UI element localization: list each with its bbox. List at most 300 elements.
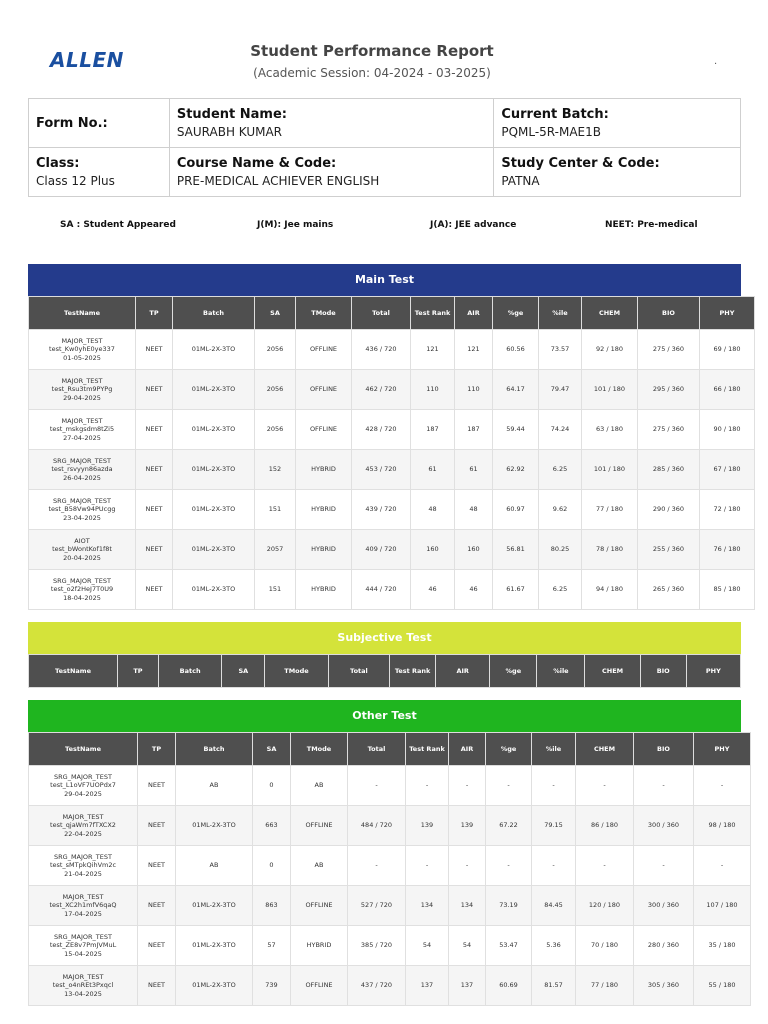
cell-tp: NEET	[138, 766, 176, 806]
column-header-phy: PHY	[700, 297, 755, 330]
cell-bio: 300 / 360	[634, 806, 694, 846]
test-id: test_mskgsdm8tZi5	[49, 425, 115, 434]
other-test-header-row	[29, 733, 751, 766]
test-id: test_L1oVF7UOPdx7	[50, 781, 116, 790]
cell-bio: 285 / 360	[638, 450, 700, 490]
test-date: 21-04-2025	[64, 869, 102, 878]
cell-ge: 73.19	[486, 886, 532, 926]
cell-batch: 01ML-2X-3TO	[173, 490, 255, 530]
cell-ile: 79.47	[539, 370, 582, 410]
cell-phy: 35 / 180	[694, 926, 751, 966]
report-title: Student Performance Report	[250, 42, 494, 60]
cell-batch: 01ML-2X-3TO	[176, 886, 253, 926]
column-header-sa: SA	[253, 733, 291, 766]
test-type: SRG_MAJOR_TEST	[54, 852, 112, 861]
cell-tmode: HYBRID	[296, 570, 352, 610]
cell-chem: 77 / 180	[576, 966, 634, 1006]
test-type: MAJOR_TEST	[61, 416, 103, 425]
cell-ile: 5.36	[532, 926, 576, 966]
test-type: SRG_MAJOR_TEST	[53, 496, 111, 505]
column-header-ile: %ile	[532, 733, 576, 766]
other-test-section	[28, 700, 741, 1006]
cell-batch: 01ML-2X-3TO	[173, 330, 255, 370]
cell-chem: 77 / 180	[582, 490, 638, 530]
column-header-bio: BIO	[640, 655, 686, 688]
cell-phy: 98 / 180	[694, 806, 751, 846]
cell-ge: 60.69	[486, 966, 532, 1006]
table-row	[29, 490, 755, 530]
test-name-cell	[29, 450, 136, 490]
test-date: 01-05-2025	[63, 353, 101, 362]
column-header-total: Total	[328, 655, 389, 688]
column-header-ge: %ge	[490, 655, 537, 688]
test-date: 29-04-2025	[63, 393, 101, 402]
column-header-batch: Batch	[158, 655, 221, 688]
test-name-cell	[29, 766, 138, 806]
cell-ile: 6.25	[539, 450, 582, 490]
cell-tmode: OFFLINE	[291, 966, 348, 1006]
cell-air: 54	[449, 926, 486, 966]
cell-tmode: HYBRID	[296, 530, 352, 570]
column-header-test-rank: Test Rank	[411, 297, 455, 330]
cell-test-rank: 54	[406, 926, 449, 966]
table-row	[29, 806, 751, 846]
cell-ge: 53.47	[486, 926, 532, 966]
cell-bio: 255 / 360	[638, 530, 700, 570]
column-header-batch: Batch	[173, 297, 255, 330]
column-header-phy: PHY	[694, 733, 751, 766]
cell-bio: 295 / 360	[638, 370, 700, 410]
column-header-tp: TP	[138, 733, 176, 766]
cell-chem: 92 / 180	[582, 330, 638, 370]
table-row	[29, 766, 751, 806]
table-row	[29, 530, 755, 570]
column-header-ile: %ile	[537, 655, 585, 688]
cell-ge: 60.97	[493, 490, 539, 530]
cell-sa: 151	[255, 570, 296, 610]
column-header-sa: SA	[222, 655, 265, 688]
other-test-body	[29, 766, 751, 1006]
cell-ile: 80.25	[539, 530, 582, 570]
student-info-table	[28, 98, 741, 197]
cell-chem: 94 / 180	[582, 570, 638, 610]
cell-ile: 73.57	[539, 330, 582, 370]
other-test-table	[28, 732, 751, 1006]
test-type: MAJOR_TEST	[62, 892, 104, 901]
cell-chem: 63 / 180	[582, 410, 638, 450]
cell-phy: 76 / 180	[700, 530, 755, 570]
cell-bio: 305 / 360	[634, 966, 694, 1006]
cell-air: 121	[455, 330, 493, 370]
cell-tmode: HYBRID	[291, 926, 348, 966]
cell-sa: 152	[255, 450, 296, 490]
current-batch-value: PQML-5R-MAE1B	[501, 125, 601, 139]
cell-ge: 56.81	[493, 530, 539, 570]
cell-sa: 2056	[255, 410, 296, 450]
cell-bio: 265 / 360	[638, 570, 700, 610]
column-header-testname: TestName	[29, 655, 118, 688]
cell-air: 48	[455, 490, 493, 530]
test-type: MAJOR_TEST	[62, 972, 104, 981]
test-name-cell	[29, 490, 136, 530]
cell-ile: 6.25	[539, 570, 582, 610]
test-name-cell	[29, 886, 138, 926]
cell-ge: 59.44	[493, 410, 539, 450]
cell-test-rank: 134	[406, 886, 449, 926]
cell-test-rank: 139	[406, 806, 449, 846]
test-date: 17-04-2025	[64, 909, 102, 918]
cell-test-rank: -	[406, 766, 449, 806]
test-date: 20-04-2025	[63, 553, 101, 562]
cell-tmode: OFFLINE	[296, 370, 352, 410]
class-value: Class 12 Plus	[36, 174, 115, 188]
cell-tmode: HYBRID	[296, 490, 352, 530]
cell-tmode: OFFLINE	[291, 886, 348, 926]
cell-sa: 151	[255, 490, 296, 530]
cell-total: 527 / 720	[348, 886, 406, 926]
test-type: MAJOR_TEST	[61, 376, 103, 385]
cell-chem: 70 / 180	[576, 926, 634, 966]
cell-ile: 79.15	[532, 806, 576, 846]
column-header-air: AIR	[436, 655, 490, 688]
test-date: 23-04-2025	[63, 513, 101, 522]
table-row	[29, 886, 751, 926]
table-row	[29, 410, 755, 450]
cell-bio: 275 / 360	[638, 330, 700, 370]
cell-tp: NEET	[138, 846, 176, 886]
current-batch-label: Current Batch:	[501, 107, 609, 122]
subjective-test-header-row	[29, 655, 741, 688]
cell-phy: 67 / 180	[700, 450, 755, 490]
column-header-tmode: TMode	[291, 733, 348, 766]
class-label: Class:	[36, 156, 80, 171]
column-header-testname: TestName	[29, 297, 136, 330]
cell-tmode: OFFLINE	[296, 330, 352, 370]
column-header-tmode: TMode	[265, 655, 328, 688]
class-cell	[29, 148, 170, 197]
test-id: test_Rsu3tm9PYPg	[51, 385, 113, 394]
cell-batch: 01ML-2X-3TO	[176, 966, 253, 1006]
cell-sa: 57	[253, 926, 291, 966]
cell-bio: 275 / 360	[638, 410, 700, 450]
cell-ile: 9.62	[539, 490, 582, 530]
test-id: test_rsvyyn86azda	[51, 465, 113, 474]
cell-ile: -	[532, 766, 576, 806]
test-name-cell	[29, 966, 138, 1006]
cell-ile: -	[532, 846, 576, 886]
allen-logo: ALLEN	[50, 48, 124, 72]
cell-chem: 101 / 180	[582, 450, 638, 490]
table-row	[29, 370, 755, 410]
cell-air: 134	[449, 886, 486, 926]
cell-chem: 120 / 180	[576, 886, 634, 926]
cell-sa: 863	[253, 886, 291, 926]
test-id: test_qjaWm7fTXCX2	[50, 821, 116, 830]
cell-batch: AB	[176, 766, 253, 806]
subjective-test-section	[28, 622, 741, 688]
cell-batch: 01ML-2X-3TO	[176, 806, 253, 846]
other-test-banner: Other Test	[28, 700, 741, 732]
table-row	[29, 966, 751, 1006]
subjective-test-table	[28, 654, 741, 688]
column-header-tp: TP	[118, 655, 159, 688]
cell-total: -	[348, 766, 406, 806]
test-id: test_bWontKof1f8t	[52, 545, 112, 554]
cell-tp: NEET	[136, 530, 173, 570]
cell-phy: 55 / 180	[694, 966, 751, 1006]
cell-test-rank: 46	[411, 570, 455, 610]
test-type: SRG_MAJOR_TEST	[54, 932, 112, 941]
column-header-ge: %ge	[493, 297, 539, 330]
test-name-cell	[29, 570, 136, 610]
report-header	[0, 0, 768, 96]
student-name-label: Student Name:	[176, 107, 287, 122]
cell-tmode: AB	[291, 846, 348, 886]
column-header-phy: PHY	[686, 655, 740, 688]
cell-tp: NEET	[136, 410, 173, 450]
abbreviation-legend	[0, 220, 768, 234]
column-header-total: Total	[352, 297, 411, 330]
cell-total: 436 / 720	[352, 330, 411, 370]
test-id: test_sMTpkQihVm2c	[49, 861, 117, 870]
main-test-banner: Main Test	[28, 264, 741, 296]
study-center-cell	[494, 148, 741, 197]
test-id: test_B58Vw94PUcgg	[48, 505, 116, 514]
form-no-cell	[29, 99, 170, 148]
column-header-air: AIR	[455, 297, 493, 330]
test-id: test_o4nREt3Pxqcl	[52, 981, 114, 990]
cell-air: 187	[455, 410, 493, 450]
column-header-chem: CHEM	[585, 655, 640, 688]
cell-sa: 2056	[255, 370, 296, 410]
table-row	[29, 570, 755, 610]
cell-ge: 62.92	[493, 450, 539, 490]
cell-test-rank: -	[406, 846, 449, 886]
test-type: MAJOR_TEST	[62, 812, 104, 821]
cell-tp: NEET	[136, 450, 173, 490]
cell-bio: 290 / 360	[638, 490, 700, 530]
cell-phy: 66 / 180	[700, 370, 755, 410]
test-type: SRG_MAJOR_TEST	[53, 576, 111, 585]
student-name-cell	[169, 99, 494, 148]
legend-jee-advance: J(A): JEE advance	[430, 220, 517, 230]
column-header-air: AIR	[449, 733, 486, 766]
test-date: 15-04-2025	[64, 949, 102, 958]
test-name-cell	[29, 330, 136, 370]
cell-air: 46	[455, 570, 493, 610]
cell-total: 385 / 720	[348, 926, 406, 966]
cell-air: 110	[455, 370, 493, 410]
cell-batch: 01ML-2X-3TO	[173, 530, 255, 570]
cell-tp: NEET	[136, 370, 173, 410]
main-test-section	[28, 264, 741, 610]
cell-tp: NEET	[138, 926, 176, 966]
cell-test-rank: 61	[411, 450, 455, 490]
cell-phy: 85 / 180	[700, 570, 755, 610]
cell-sa: 2057	[255, 530, 296, 570]
cell-chem: 78 / 180	[582, 530, 638, 570]
current-batch-cell	[494, 99, 741, 148]
table-row	[29, 450, 755, 490]
cell-test-rank: 187	[411, 410, 455, 450]
cell-total: 462 / 720	[352, 370, 411, 410]
cell-chem: 101 / 180	[582, 370, 638, 410]
cell-batch: AB	[176, 846, 253, 886]
cell-total: 437 / 720	[348, 966, 406, 1006]
academic-session: (Academic Session: 04-2024 - 03-2025)	[253, 66, 491, 80]
cell-phy: -	[694, 846, 751, 886]
column-header-bio: BIO	[634, 733, 694, 766]
course-label: Course Name & Code:	[176, 156, 337, 171]
form-no-label: Form No.:	[36, 115, 108, 131]
table-row	[29, 926, 751, 966]
test-type: MAJOR_TEST	[61, 336, 103, 345]
cell-chem: -	[576, 766, 634, 806]
cell-total: 428 / 720	[352, 410, 411, 450]
cell-ge: 67.22	[486, 806, 532, 846]
cell-tmode: AB	[291, 766, 348, 806]
cell-batch: 01ML-2X-3TO	[173, 450, 255, 490]
test-type: AIOT	[74, 536, 90, 545]
cell-total: 453 / 720	[352, 450, 411, 490]
cell-sa: 739	[253, 966, 291, 1006]
column-header-sa: SA	[255, 297, 296, 330]
cell-ge: 60.56	[493, 330, 539, 370]
cell-air: 137	[449, 966, 486, 1006]
cell-test-rank: 121	[411, 330, 455, 370]
cell-tmode: HYBRID	[296, 450, 352, 490]
header-dot: .	[714, 56, 718, 67]
cell-phy: 69 / 180	[700, 330, 755, 370]
cell-tp: NEET	[136, 330, 173, 370]
test-date: 27-04-2025	[63, 433, 101, 442]
cell-ile: 84.45	[532, 886, 576, 926]
study-center-value: PATNA	[501, 174, 540, 188]
cell-batch: 01ML-2X-3TO	[173, 570, 255, 610]
cell-phy: 90 / 180	[700, 410, 755, 450]
cell-ge: -	[486, 846, 532, 886]
cell-sa: 0	[253, 846, 291, 886]
legend-neet: NEET: Pre-medical	[605, 220, 698, 230]
cell-sa: 663	[253, 806, 291, 846]
main-test-body	[29, 330, 755, 610]
cell-total: -	[348, 846, 406, 886]
column-header-test-rank: Test Rank	[406, 733, 449, 766]
cell-tmode: OFFLINE	[291, 806, 348, 846]
cell-test-rank: 110	[411, 370, 455, 410]
test-date: 18-04-2025	[63, 593, 101, 602]
test-type: SRG_MAJOR_TEST	[54, 772, 112, 781]
column-header-tp: TP	[136, 297, 173, 330]
course-value: PRE-MEDICAL ACHIEVER ENGLISH	[176, 174, 380, 188]
test-name-cell	[29, 846, 138, 886]
cell-ge: -	[486, 766, 532, 806]
cell-bio: 300 / 360	[634, 886, 694, 926]
course-cell	[169, 148, 494, 197]
table-row	[29, 330, 755, 370]
cell-test-rank: 48	[411, 490, 455, 530]
cell-total: 439 / 720	[352, 490, 411, 530]
column-header-chem: CHEM	[582, 297, 638, 330]
cell-tp: NEET	[136, 490, 173, 530]
cell-batch: 01ML-2X-3TO	[173, 370, 255, 410]
test-date: 26-04-2025	[63, 473, 101, 482]
test-type: SRG_MAJOR_TEST	[53, 456, 111, 465]
cell-air: 160	[455, 530, 493, 570]
cell-ge: 64.17	[493, 370, 539, 410]
cell-bio: -	[634, 846, 694, 886]
cell-tmode: OFFLINE	[296, 410, 352, 450]
test-id: test_XC2h1mfV6qaQ	[49, 901, 117, 910]
column-header-total: Total	[348, 733, 406, 766]
test-name-cell	[29, 370, 136, 410]
cell-air: 139	[449, 806, 486, 846]
column-header-chem: CHEM	[576, 733, 634, 766]
test-date: 13-04-2025	[64, 989, 102, 998]
main-test-header-row	[29, 297, 755, 330]
test-name-cell	[29, 410, 136, 450]
column-header-batch: Batch	[176, 733, 253, 766]
cell-chem: -	[576, 846, 634, 886]
cell-air: 61	[455, 450, 493, 490]
cell-test-rank: 137	[406, 966, 449, 1006]
cell-bio: 280 / 360	[634, 926, 694, 966]
cell-total: 409 / 720	[352, 530, 411, 570]
cell-test-rank: 160	[411, 530, 455, 570]
cell-ile: 81.57	[532, 966, 576, 1006]
table-row	[29, 846, 751, 886]
cell-air: -	[449, 766, 486, 806]
cell-air: -	[449, 846, 486, 886]
cell-tp: NEET	[138, 966, 176, 1006]
cell-bio: -	[634, 766, 694, 806]
column-header-tmode: TMode	[296, 297, 352, 330]
test-id: test_o2f2HeJ7T0U9	[50, 585, 114, 594]
column-header-bio: BIO	[638, 297, 700, 330]
test-id: test_ZE8v7PmJVMuL	[49, 941, 117, 950]
cell-ge: 61.67	[493, 570, 539, 610]
test-name-cell	[29, 530, 136, 570]
cell-batch: 01ML-2X-3TO	[176, 926, 253, 966]
student-name-value: SAURABH KUMAR	[176, 125, 283, 139]
column-header-ile: %ile	[539, 297, 582, 330]
cell-tp: NEET	[138, 806, 176, 846]
cell-batch: 01ML-2X-3TO	[173, 410, 255, 450]
column-header-ge: %ge	[486, 733, 532, 766]
main-test-table	[28, 296, 755, 610]
test-id: test_Kw0yhE0ye337	[49, 345, 115, 354]
cell-ile: 74.24	[539, 410, 582, 450]
legend-sa: SA : Student Appeared	[60, 220, 176, 230]
subjective-test-banner: Subjective Test	[28, 622, 741, 654]
cell-total: 444 / 720	[352, 570, 411, 610]
cell-chem: 86 / 180	[576, 806, 634, 846]
cell-tp: NEET	[136, 570, 173, 610]
column-header-test-rank: Test Rank	[390, 655, 436, 688]
cell-sa: 0	[253, 766, 291, 806]
test-name-cell	[29, 926, 138, 966]
test-name-cell	[29, 806, 138, 846]
study-center-label: Study Center & Code:	[501, 156, 660, 171]
test-date: 22-04-2025	[64, 829, 102, 838]
test-date: 29-04-2025	[64, 789, 102, 798]
column-header-testname: TestName	[29, 733, 138, 766]
cell-tp: NEET	[138, 886, 176, 926]
cell-sa: 2056	[255, 330, 296, 370]
cell-total: 484 / 720	[348, 806, 406, 846]
cell-phy: 72 / 180	[700, 490, 755, 530]
cell-phy: 107 / 180	[694, 886, 751, 926]
